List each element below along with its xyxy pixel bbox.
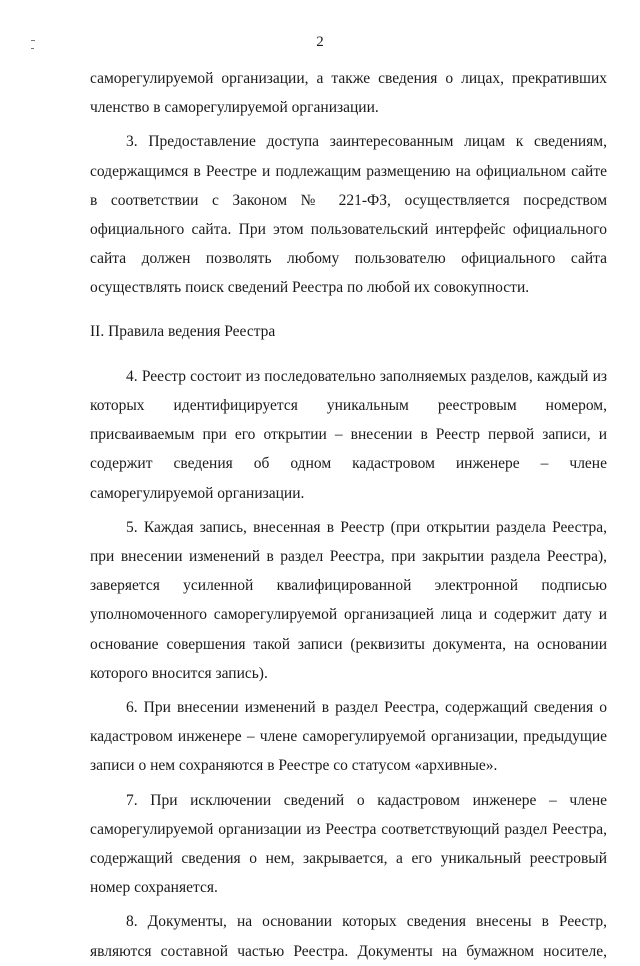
section-title: II. Правила ведения Реестра	[90, 322, 276, 340]
paragraph-continued: саморегулируемой организации, а также сведения о лицах, прекративших членство в саморегулируемой организации.	[90, 70, 607, 117]
paragraph-5: 5. Каждая запись, внесенная в Реестр (при открытии раздела Реестра, при внесении изменений в раздел Реестра, при закрытии раздела Реестра), заверяется усиленной квалифицированной электронной подписью уполномоченного саморегулируемой организацией лица и содержит дату и основание совершения такой записи (реквизиты документа, на основании которого вносится запись).	[90, 518, 607, 682]
paragraph-8: 8. Документы, на основании которых сведения внесены в Реестр, являются составной частью Реестра. Документы на бумажном носителе,	[90, 913, 607, 960]
paragraph-4: 4. Реестр состоит из последовательно заполняемых разделов, каждый из которых идентифицируется уникальным реестровым номером, присваиваемым при его открытии – внесении в Реестр первой записи, и содержит сведения об одном кадастровом инженере – члене саморегулируемой организации.	[90, 367, 607, 502]
document-body	[90, 64, 607, 966]
page-number: 2	[316, 34, 324, 50]
paragraph-6: 6. При внесении изменений в раздел Реестра, содержащий сведения о кадастровом инженере – члене саморегулируемой организации, предыдущие записи о нем сохраняются в Реестре со статусом «архивные».	[90, 699, 607, 775]
paragraph-7: 7. При исключении сведений о кадастровом инженере – члене саморегулируемой организации из Реестра соответствующий раздел Реестра, содержащий сведения о нем, закрывается, а его уникальный реестровый номер сохраняется.	[90, 791, 607, 897]
paragraph-3: 3. Предоставление доступа заинтересованным лицам к сведениям, содержащимся в Реестре и подлежащим размещению на официальном сайте в соответствии с Законом № 221-ФЗ, осуществляется посредством официального сайта. При этом пользовательский интерфейс официального сайта должен позволять любому пользователю официального сайта осуществлять поиск сведений Реестра по любой их совокупности.	[90, 133, 607, 297]
